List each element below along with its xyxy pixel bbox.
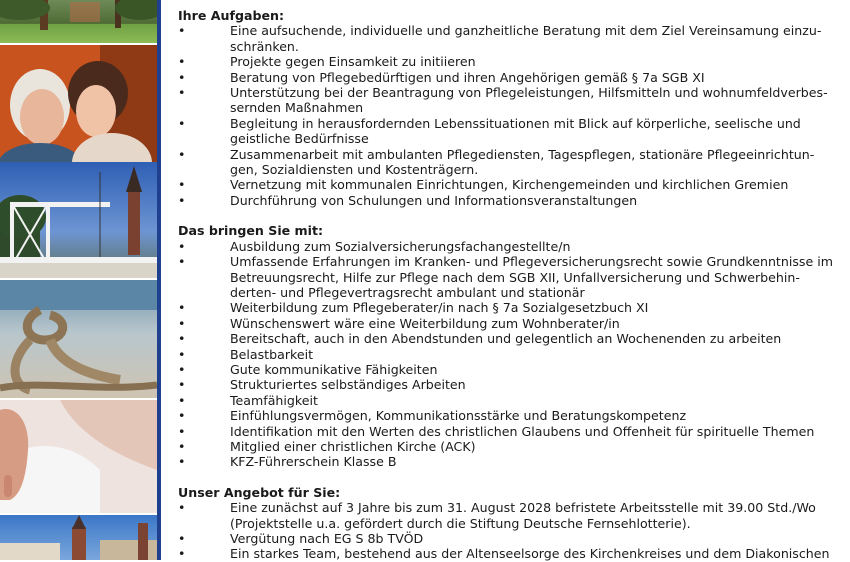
list-item: • KFZ-Führerschein Klasse B (178, 454, 838, 469)
list-item: • Projekte gegen Einsamkeit zu initiieren (178, 54, 838, 69)
list-item: • Bereitschaft, auch in den Abendstunden und gelegentlich an Wochenenden zu arbeiten (178, 331, 838, 346)
bullet-list (178, 500, 838, 562)
list-item: • Durchführung von Schulungen und Informationsveranstaltungen (178, 193, 838, 208)
list-item: • Zusammenarbeit mit ambulanten Pflegediensten, Tagespflegen, stationäre Pflegeeinrichtun-gen, Sozialdiensten und Kostenträgern. (178, 147, 838, 178)
bullet-list (178, 239, 838, 470)
park-photo (0, 0, 157, 43)
list-item: • Beratung von Pflegebedürftigen und ihren Angehörigen gemäß § 7a SGB XI (178, 70, 838, 85)
bullet-list (178, 23, 838, 208)
section-offer (178, 485, 838, 562)
photo-sidebar (0, 0, 157, 560)
list-item: • Wünschenswert wäre eine Weiterbildung zum Wohnberater/in (178, 316, 838, 331)
list-item: • Belastbarkeit (178, 347, 838, 362)
blue-divider-bar (157, 0, 161, 560)
list-item: • Eine aufsuchende, individuelle und ganzheitliche Beratung mit dem Ziel Vereinsamung einzu-schränken. (178, 23, 838, 54)
section-heading: Das bringen Sie mit: (178, 223, 324, 239)
list-item: • Identifikation mit den Werten des christlichen Glaubens und Offenheit für spirituelle Themen (178, 424, 838, 439)
list-item: • Weiterbildung zum Pflegeberater/in nach § 7a Sozialgesetzbuch XI (178, 300, 838, 315)
spacer (178, 208, 838, 223)
section-requirements (178, 223, 838, 470)
women-portrait-photo (0, 45, 157, 162)
job-description (178, 8, 838, 562)
list-item: • Umfassende Erfahrungen im Kranken- und Pflegeversicherungsrecht sowie Grundkenntnisse im Betreuungsrecht, Hilfe zur Pflege nach dem SGB XII, Unfallversicherung und Schwerbehin-derten- und Pflegevertragsrecht ambulant und stationär (178, 254, 838, 300)
list-item: • Strukturiertes selbständiges Arbeiten (178, 377, 838, 392)
list-item: • Ein starkes Team, bestehend aus der Altenseelsorge des Kirchenkreises und dem Diakonischen (178, 546, 838, 561)
list-item: • Unterstützung bei der Beantragung von Pflegeleistungen, Hilfsmitteln und wohnumfeldverbes-sernden Maßnahmen (178, 85, 838, 116)
list-item: • Ausbildung zum Sozialversicherungsfachangestellte/n (178, 239, 838, 254)
list-item: • Vergütung nach EG S 8b TVÖD (178, 531, 838, 546)
list-item: • Gute kommunikative Fähigkeiten (178, 362, 838, 377)
list-item: • Mitglied einer christlichen Kirche (ACK) (178, 439, 838, 454)
church-street-photo (0, 515, 157, 560)
list-item: • Begleitung in herausfordernden Lebenssituationen mit Blick auf körperliche, seelische und geistliche Bedürfnisse (178, 116, 838, 147)
list-item: • Einfühlungsvermögen, Kommunikationsstärke und Beratungskompetenz (178, 408, 838, 423)
drawbridge-photo (0, 162, 157, 278)
hand-shoulder-photo (0, 400, 157, 513)
list-item: • Teamfähigkeit (178, 393, 838, 408)
rope-photo (0, 280, 157, 398)
section-heading: Unser Angebot für Sie: (178, 484, 341, 500)
section-heading: Ihre Aufgaben: (178, 8, 285, 23)
list-item: • Vernetzung mit kommunalen Einrichtungen, Kirchengemeinden und kirchlichen Gremien (178, 177, 838, 192)
section-tasks (178, 8, 838, 208)
spacer (178, 470, 838, 485)
list-item: • Eine zunächst auf 3 Jahre bis zum 31. August 2028 befristete Arbeitsstelle mit 39.00 Std./Wo (Projektstelle u.a. gefördert durch die Stiftung Deutsche Fernsehlotterie). (178, 500, 838, 531)
